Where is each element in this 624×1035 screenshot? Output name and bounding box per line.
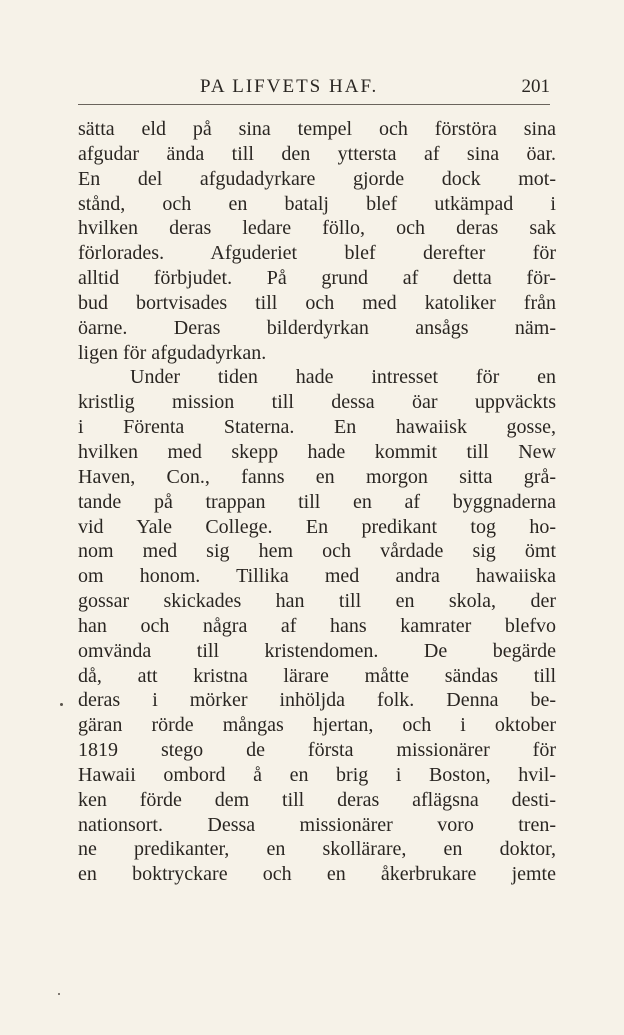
text-line: en boktryckare och en åkerbrukare jemte (78, 863, 556, 886)
text-line: deras i mörker inhöljda folk. Denna be- (78, 689, 556, 712)
text-line: förlorades. Afguderiet blef derefter för (78, 242, 556, 265)
text-line: hvilken deras ledare föllo, och deras sak (78, 217, 556, 240)
text-line: gäran rörde mångas hjertan, och i oktober (78, 714, 556, 737)
text-line: då, att kristna lärare måtte sändas till (78, 664, 556, 687)
text-line: hvilken med skepp hade kommit till New (78, 440, 556, 463)
text-line: alltid förbjudet. På grund af detta för- (78, 267, 556, 290)
text-line: Haven, Con., fanns en morgon sitta grå- (78, 465, 556, 488)
text-line: tande på trappan till en af byggnaderna (78, 490, 556, 513)
print-speck (60, 703, 63, 706)
page-number: 201 (521, 76, 550, 97)
text-line: i Förenta Staterna. En hawaiisk gosse, (78, 416, 556, 439)
text-line: ken förde dem till deras aflägsna desti- (78, 788, 556, 811)
header-rule (78, 104, 550, 105)
text-line: om honom. Tillika med andra hawaiiska (78, 565, 556, 588)
text-line: ne predikanter, en skollärare, en doktor, (78, 838, 556, 861)
print-speck (58, 993, 60, 995)
text-line: vid Yale College. En predikant tog ho- (78, 515, 556, 538)
body-text (78, 117, 556, 887)
text-line: sätta eld på sina tempel och förstöra sina (78, 118, 556, 140)
text-line: omvända till kristendomen. De begärde (78, 639, 556, 662)
text-line: 1819 stego de första missionärer för (78, 739, 556, 762)
text-line: afgudar ända till den yttersta af sina öar. (78, 142, 556, 165)
text-line: ligen för afgudadyrkan. (78, 341, 267, 364)
text-line: nom med sig hem och vårdade sig ömt (78, 540, 556, 563)
text-line: öarne. Deras bilderdyrkan ansågs näm- (78, 316, 556, 339)
text-line: gossar skickades han till en skola, der (78, 590, 556, 613)
text-line: Under tiden hade intresset för en (130, 366, 556, 389)
text-line: Hawaii ombord å en brig i Boston, hvil- (78, 763, 556, 786)
text-line: nationsort. Dessa missionärer voro tren- (78, 813, 556, 836)
text-line: bud bortvisades till och med katoliker från (78, 291, 556, 314)
running-title: PA LIFVETS HAF. (200, 76, 379, 97)
text-line: kristlig mission till dessa öar uppväckts (78, 391, 556, 414)
text-line: han och några af hans kamrater blefvo (78, 614, 556, 637)
text-line: stånd, och en batalj blef utkämpad i (78, 192, 556, 215)
page-header (78, 76, 550, 104)
text-line: En del afgudadyrkare gjorde dock mot- (78, 167, 556, 190)
